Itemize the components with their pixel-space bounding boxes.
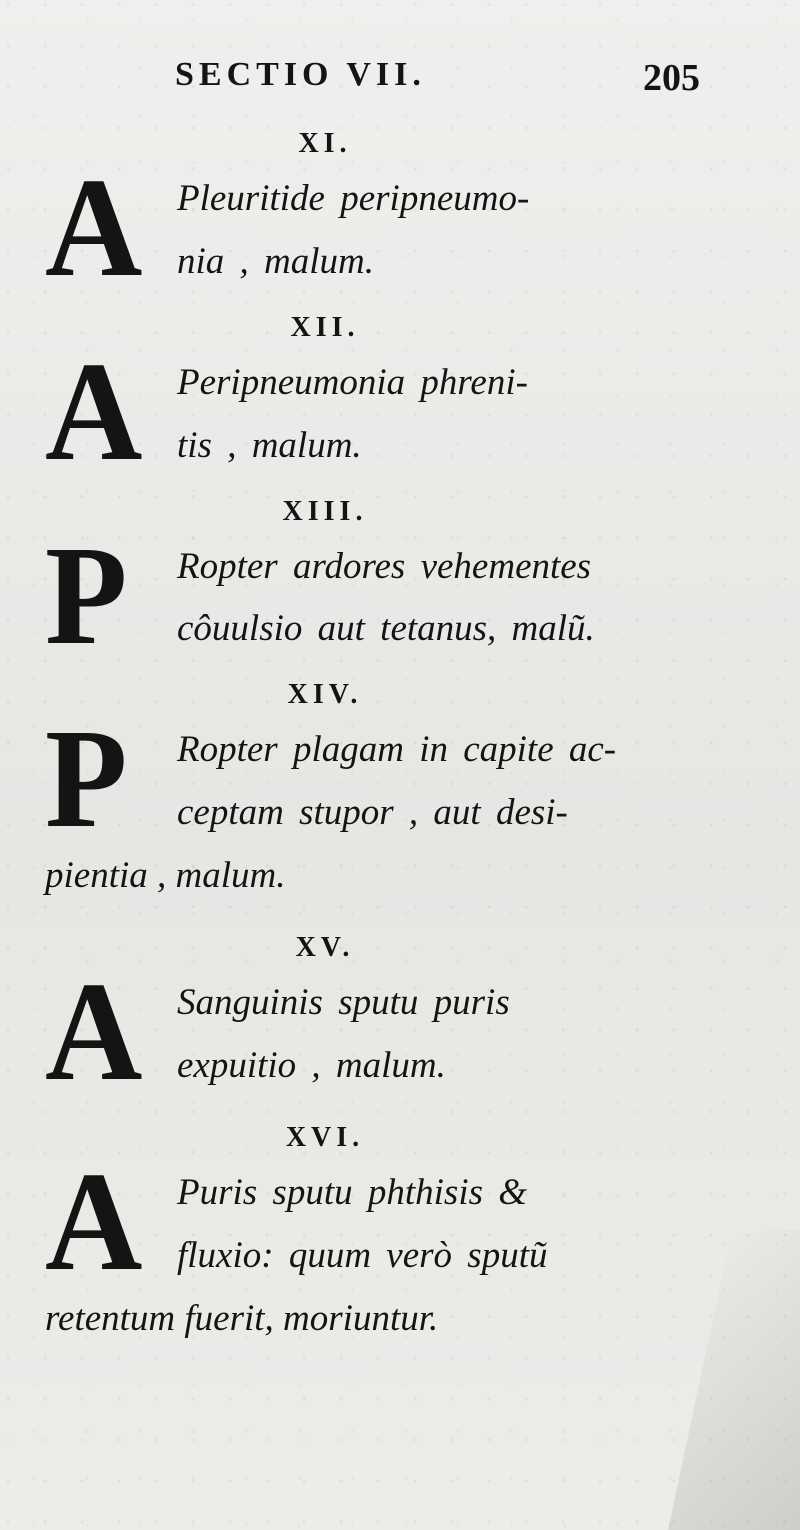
aphorism-line: tis , malum. xyxy=(177,424,362,466)
aphorism-line: Ropter plagam in capite ac- xyxy=(177,729,617,771)
aphorism-line: retentum fuerit, moriuntur. xyxy=(45,1297,439,1339)
aphorism-xiii xyxy=(45,488,725,674)
page-number: 205 xyxy=(643,57,700,99)
aphorism-xi xyxy=(45,120,725,306)
drop-cap-a: A xyxy=(45,148,141,306)
aphorism-number: XI. xyxy=(298,128,352,159)
aphorism-number: XIII. xyxy=(282,495,368,527)
aphorisms-content xyxy=(45,120,725,1350)
aphorism-text-block xyxy=(45,699,725,858)
aphorism-number: XV. xyxy=(295,932,355,964)
running-header xyxy=(175,56,700,99)
aphorism-text-block xyxy=(45,952,725,1111)
aphorism-line: Ropter ardores vehementes xyxy=(177,545,592,587)
section-title: SECTIO VII. xyxy=(175,56,426,93)
aphorism-xiv xyxy=(45,671,725,908)
aphorism-line: pientia , malum. xyxy=(45,855,286,897)
aphorism-number: XII. xyxy=(290,311,360,343)
drop-cap-a: A xyxy=(45,952,141,1111)
aphorism-line: Puris sputu phthisis & xyxy=(177,1171,528,1213)
aphorism-line: côuulsio aut tetanus, malũ. xyxy=(177,608,595,650)
aphorism-line: ceptam stupor , aut desi- xyxy=(177,792,568,834)
aphorism-xii xyxy=(45,304,725,490)
drop-cap-a: A xyxy=(45,331,141,490)
aphorism-line: expuitio , malum. xyxy=(177,1044,446,1086)
aphorism-line: Sanguinis sputu puris xyxy=(177,982,510,1024)
drop-cap-p: P xyxy=(45,515,126,674)
aphorism-line: Pleuritide peripneumo- xyxy=(177,178,530,219)
aphorism-text-block xyxy=(45,331,725,490)
aphorism-line: nia , malum. xyxy=(177,240,374,282)
drop-cap-p: P xyxy=(45,699,126,858)
aphorism-xv xyxy=(45,924,725,1111)
drop-cap-a: A xyxy=(45,1141,141,1300)
aphorism-line: fluxio: quum verò sputũ xyxy=(177,1234,548,1276)
aphorism-text-block xyxy=(45,148,725,306)
aphorism-text-block xyxy=(45,1141,725,1300)
aphorism-xvi xyxy=(45,1114,725,1351)
aphorism-number: XIV. xyxy=(287,679,363,711)
aphorism-line: Peripneumonia phreni- xyxy=(177,361,528,403)
aphorism-text-block xyxy=(45,515,725,674)
aphorism-number: XVI. xyxy=(285,1121,365,1153)
